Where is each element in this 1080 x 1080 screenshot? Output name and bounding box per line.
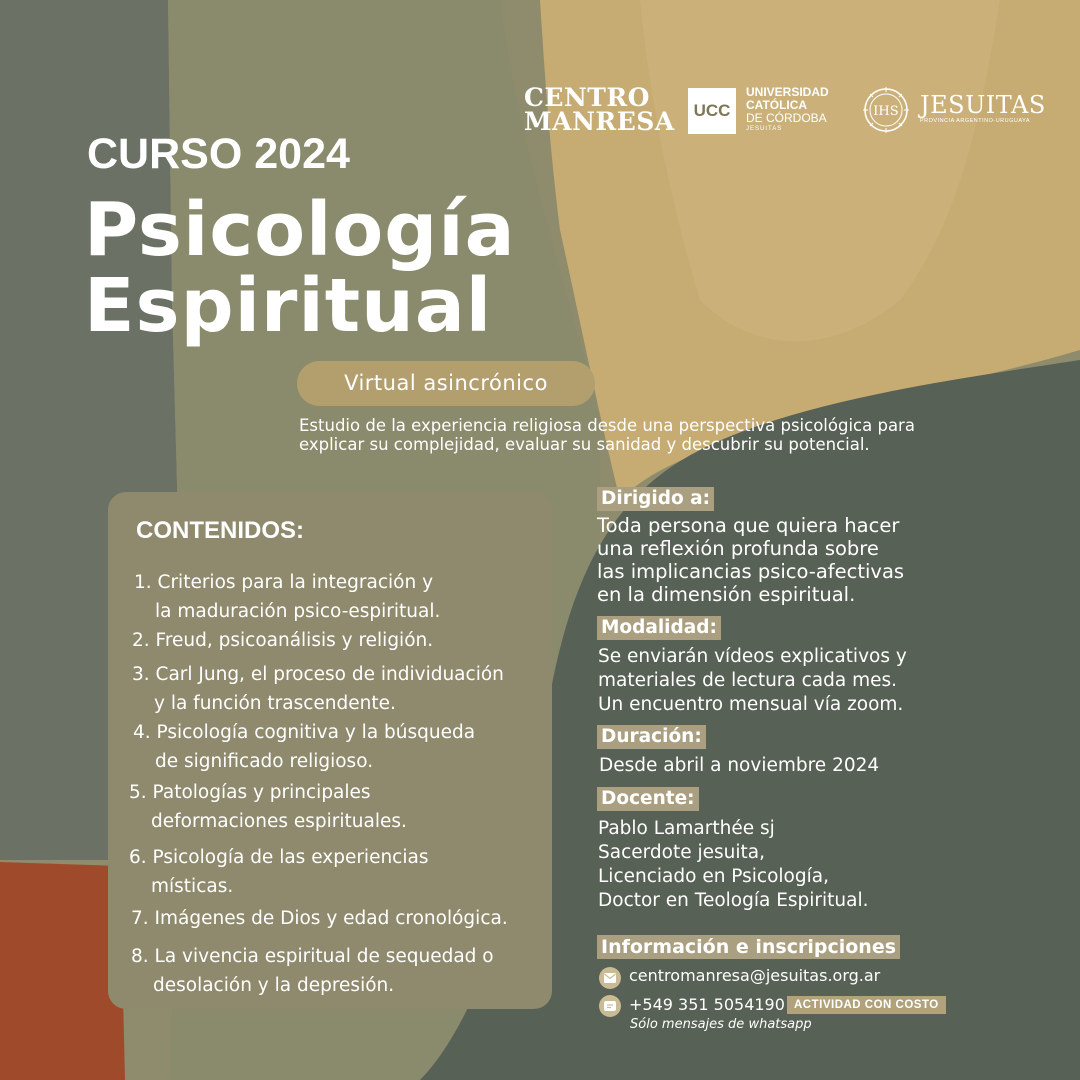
list-item (129, 778, 407, 836)
list-item-line2: místicas. (151, 876, 234, 897)
contact-label: Información e inscripciones (597, 935, 900, 959)
list-item-line2: de significado religioso. (155, 751, 374, 772)
email-icon (599, 967, 621, 989)
ucc-mark: UCC (688, 88, 736, 134)
list-item-line1: 8. La vivencia espiritual de sequedad o (131, 946, 494, 967)
list-item-line1: 4. Psicología cognitiva y la búsqueda (133, 722, 476, 743)
docente-line: Pablo Lamarthée sj (598, 818, 775, 839)
ucc-line3: DE CÓRDOBA (746, 111, 827, 125)
ucc-line4: JESUITAS (746, 126, 783, 132)
ihs-seal-icon (862, 86, 910, 134)
partner-logos (524, 83, 1054, 136)
phone-note: Sólo mensajes de whatsapp (630, 1017, 812, 1032)
centro-logo-line1: CENTRO (524, 83, 650, 112)
list-item-line2: desolación y la depresión. (153, 975, 395, 996)
list-item (132, 660, 504, 718)
ihs-letters: IHS (873, 104, 899, 119)
list-item-line2: deformaciones espirituales. (151, 811, 407, 832)
ucc-wordmark (746, 86, 856, 134)
docente-label: Docente: (597, 787, 699, 811)
list-item-line2: la maduración psico-espiritual. (155, 601, 441, 622)
centro-logo-line2: MANRESA (524, 107, 675, 136)
contents-heading: CONTENIDOS: (136, 517, 304, 544)
list-item (134, 568, 440, 626)
course-title (84, 187, 516, 349)
dirigido-line: Toda persona que quiera hacer (597, 514, 900, 537)
modalidad-label: Modalidad: (597, 616, 721, 640)
docente-line: Licenciado en Psicología, (598, 866, 829, 887)
whatsapp-icon (599, 995, 621, 1017)
jesuitas-name: JESUITAS (920, 91, 1046, 119)
list-item (133, 718, 475, 776)
dirigido-label: Dirigido a: (597, 487, 714, 511)
list-item-line1: 3. Carl Jung, el proceso de individuación (132, 664, 504, 685)
docente-line: Doctor en Teología Espiritual. (598, 890, 869, 911)
list-item-line1: 5. Patologías y principales (129, 782, 371, 803)
list-item-line1: 6. Psicología de las experiencias (129, 847, 429, 868)
jesuitas-subtitle: PROVINCIA ARGENTINO-URUGUAYA (920, 118, 1031, 124)
contact-email[interactable]: centromanresa@jesuitas.org.ar (629, 966, 881, 985)
modality-pill: Virtual asincrónico (297, 361, 595, 406)
ucc-line1: UNIVERSIDAD (746, 85, 829, 99)
list-item (131, 904, 508, 933)
ucc-line2: CATÓLICA (746, 98, 808, 112)
docente-line: Sacerdote jesuita, (598, 842, 765, 863)
list-item-line1: 2. Freud, psicoanálisis y religión. (132, 630, 434, 651)
course-title-line2: Espiritual (84, 263, 493, 349)
list-item (131, 942, 494, 1000)
dirigido-line: las implicancias psico-afectivas (597, 560, 905, 583)
contents-card (108, 492, 552, 1009)
duracion-label: Duración: (597, 725, 706, 749)
course-description: Estudio de la experiencia religiosa desde una perspectiva psicológica para explicar su complejidad, evaluar su sanidad y descubrir su potencial. (299, 416, 915, 454)
list-item (132, 626, 433, 655)
course-title-line1: Psicología (84, 187, 516, 273)
dirigido-line: una reflexión profunda sobre (597, 537, 879, 560)
contact-phone[interactable]: +549 351 5054190 (629, 995, 785, 1014)
centro-manresa-logo (524, 83, 675, 136)
list-item (129, 843, 428, 901)
duracion-text: Desde abril a noviembre 2024 (599, 755, 880, 776)
list-item-line2: y la función trascendente. (154, 693, 396, 714)
jesuitas-logo (860, 86, 1050, 136)
modalidad-line: materiales de lectura cada mes. (598, 670, 898, 691)
modalidad-line: Un encuentro mensual vía zoom. (598, 694, 904, 715)
course-year: CURSO 2024 (87, 130, 350, 178)
dirigido-line: en la dimensión espiritual. (597, 583, 856, 606)
modalidad-line: Se enviarán vídeos explicativos y (598, 646, 907, 667)
cost-badge: ACTIVIDAD CON COSTO (787, 996, 946, 1014)
list-item-line1: 7. Imágenes de Dios y edad cronológica. (131, 908, 508, 929)
list-item-line1: 1. Criterios para la integración y (134, 572, 434, 593)
